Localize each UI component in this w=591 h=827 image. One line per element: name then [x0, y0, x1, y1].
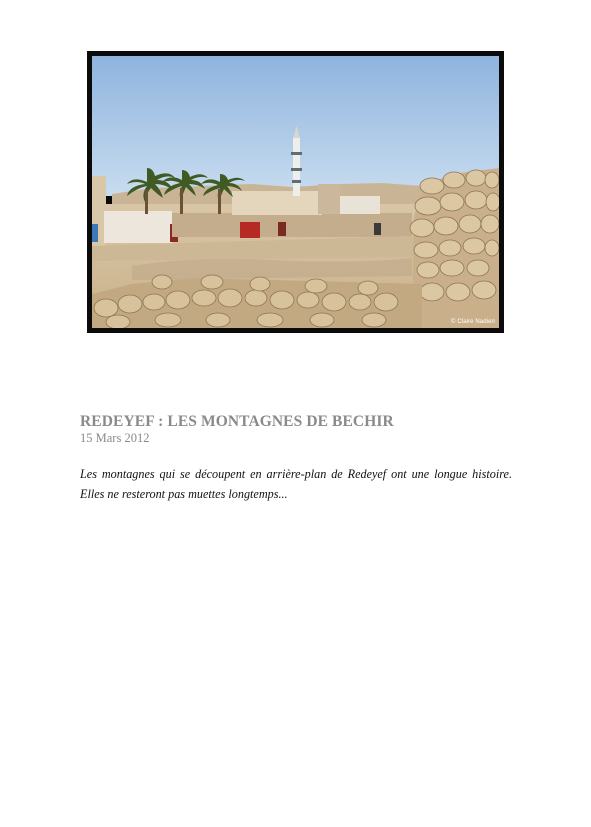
photo-credit: © Claire Nadien — [451, 319, 495, 325]
article-photo — [87, 51, 504, 333]
redeyef-landscape-photo — [92, 56, 499, 328]
article-summary: Les montagnes qui se découpent en arrière-plan de Redeyef ont une longue histoire. Elles ne resteront pas muettes longtemps... — [80, 467, 512, 501]
article-date: 15 Mars 2012 — [80, 431, 150, 445]
article-title: REDEYEF : LES MONTAGNES DE BECHIR — [80, 413, 394, 430]
